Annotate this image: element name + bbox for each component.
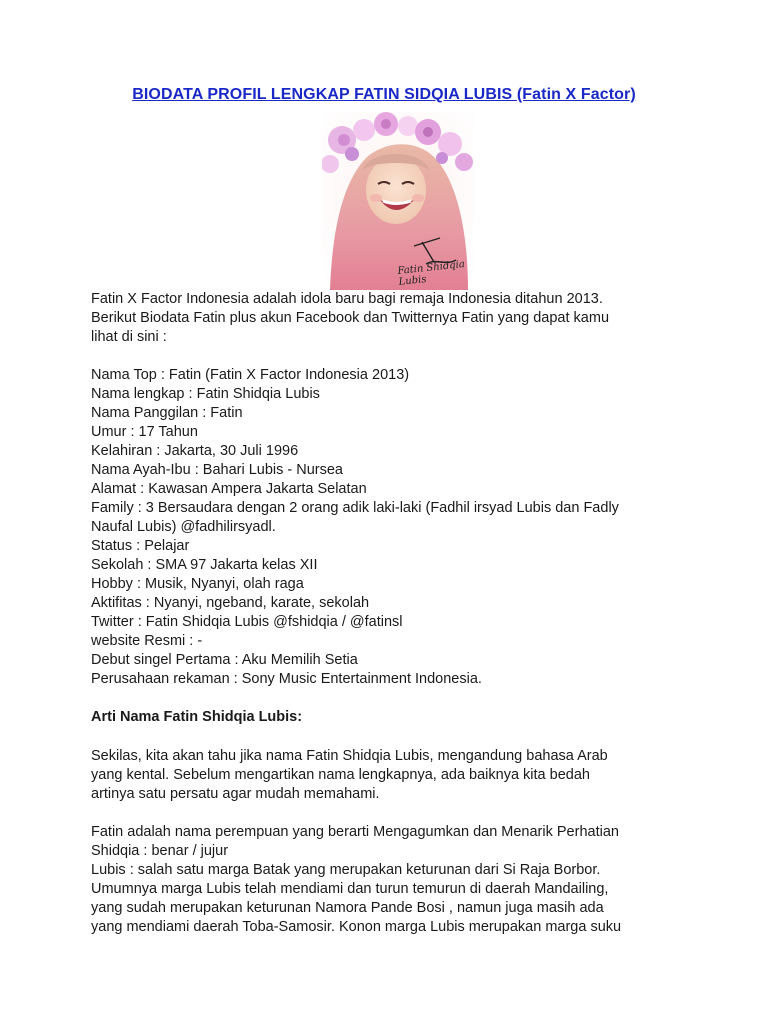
bio-item: Sekolah : SMA 97 Jakarta kelas XII xyxy=(91,557,318,573)
bio-item: Kelahiran : Jakarta, 30 Juli 1996 xyxy=(91,443,299,459)
paragraph-line: yang kental. Sebelum mengartikan nama lengkapnya, ada baiknya kita bedah xyxy=(91,767,590,783)
meaning-paragraph-2 xyxy=(91,823,691,937)
intro-line: Berikut Biodata Fatin plus akun Facebook dan Twitternya Fatin yang dapat kamu xyxy=(91,310,610,326)
profile-photo xyxy=(322,112,474,290)
bio-list xyxy=(91,366,691,689)
bio-item: Naufal Lubis) @fadhilirsyadl. xyxy=(91,519,276,535)
bio-item: Nama Top : Fatin (Fatin X Factor Indonesia 2013) xyxy=(91,367,410,383)
paragraph-line: Shidqia : benar / jujur xyxy=(91,843,229,859)
bio-item: Aktifitas : Nyanyi, ngeband, karate, sekolah xyxy=(91,595,370,611)
bio-item: Nama Ayah-Ibu : Bahari Lubis - Nursea xyxy=(91,462,344,478)
bio-item: Debut singel Pertama : Aku Memilih Setia xyxy=(91,652,358,668)
document-title[interactable]: BIODATA PROFIL LENGKAP FATIN SIDQIA LUBIS (Fatin X Factor) xyxy=(132,86,636,103)
paragraph-line: yang mendiami daerah Toba-Samosir. Konon marga Lubis merupakan marga suku xyxy=(91,919,622,935)
paragraph-line: yang sudah merupakan keturunan Namora Pande Bosi , namun juga masih ada xyxy=(91,900,604,916)
photo-signature: Fatin Shidqia Lubis xyxy=(397,258,466,288)
bio-item: Alamat : Kawasan Ampera Jakarta Selatan xyxy=(91,481,367,497)
meaning-paragraph-1 xyxy=(91,747,691,804)
bio-item: Family : 3 Bersaudara dengan 2 orang adik laki-laki (Fadhil irsyad Lubis dan Fadly xyxy=(91,500,619,516)
intro-paragraph xyxy=(91,290,691,347)
paragraph-line: Sekilas, kita akan tahu jika nama Fatin Shidqia Lubis, mengandung bahasa Arab xyxy=(91,748,608,764)
bio-item: Perusahaan rekaman : Sony Music Entertainment Indonesia. xyxy=(91,671,482,687)
paragraph-line: Fatin adalah nama perempuan yang berarti Mengagumkan dan Menarik Perhatian xyxy=(91,824,619,840)
bio-item: Nama lengkap : Fatin Shidqia Lubis xyxy=(91,386,320,402)
paragraph-line: Umumnya marga Lubis telah mendiami dan turun temurun di daerah Mandailing, xyxy=(91,881,609,897)
bio-item: Nama Panggilan : Fatin xyxy=(91,405,243,421)
intro-line: lihat di sini : xyxy=(91,329,167,345)
paragraph-line: artinya satu persatu agar mudah memahami. xyxy=(91,786,380,802)
bio-item: Status : Pelajar xyxy=(91,538,190,554)
bio-item: Twitter : Fatin Shidqia Lubis @fshidqia / @fatinsl xyxy=(91,614,403,630)
intro-line: Fatin X Factor Indonesia adalah idola baru bagi remaja Indonesia ditahun 2013. xyxy=(91,291,603,307)
paragraph-line: Lubis : salah satu marga Batak yang merupakan keturunan dari Si Raja Borbor. xyxy=(91,862,601,878)
bio-item: Umur : 17 Tahun xyxy=(91,424,198,440)
section-heading: Arti Nama Fatin Shidqia Lubis: xyxy=(91,709,303,725)
bio-item: website Resmi : - xyxy=(91,633,203,649)
bio-item: Hobby : Musik, Nyanyi, olah raga xyxy=(91,576,304,592)
